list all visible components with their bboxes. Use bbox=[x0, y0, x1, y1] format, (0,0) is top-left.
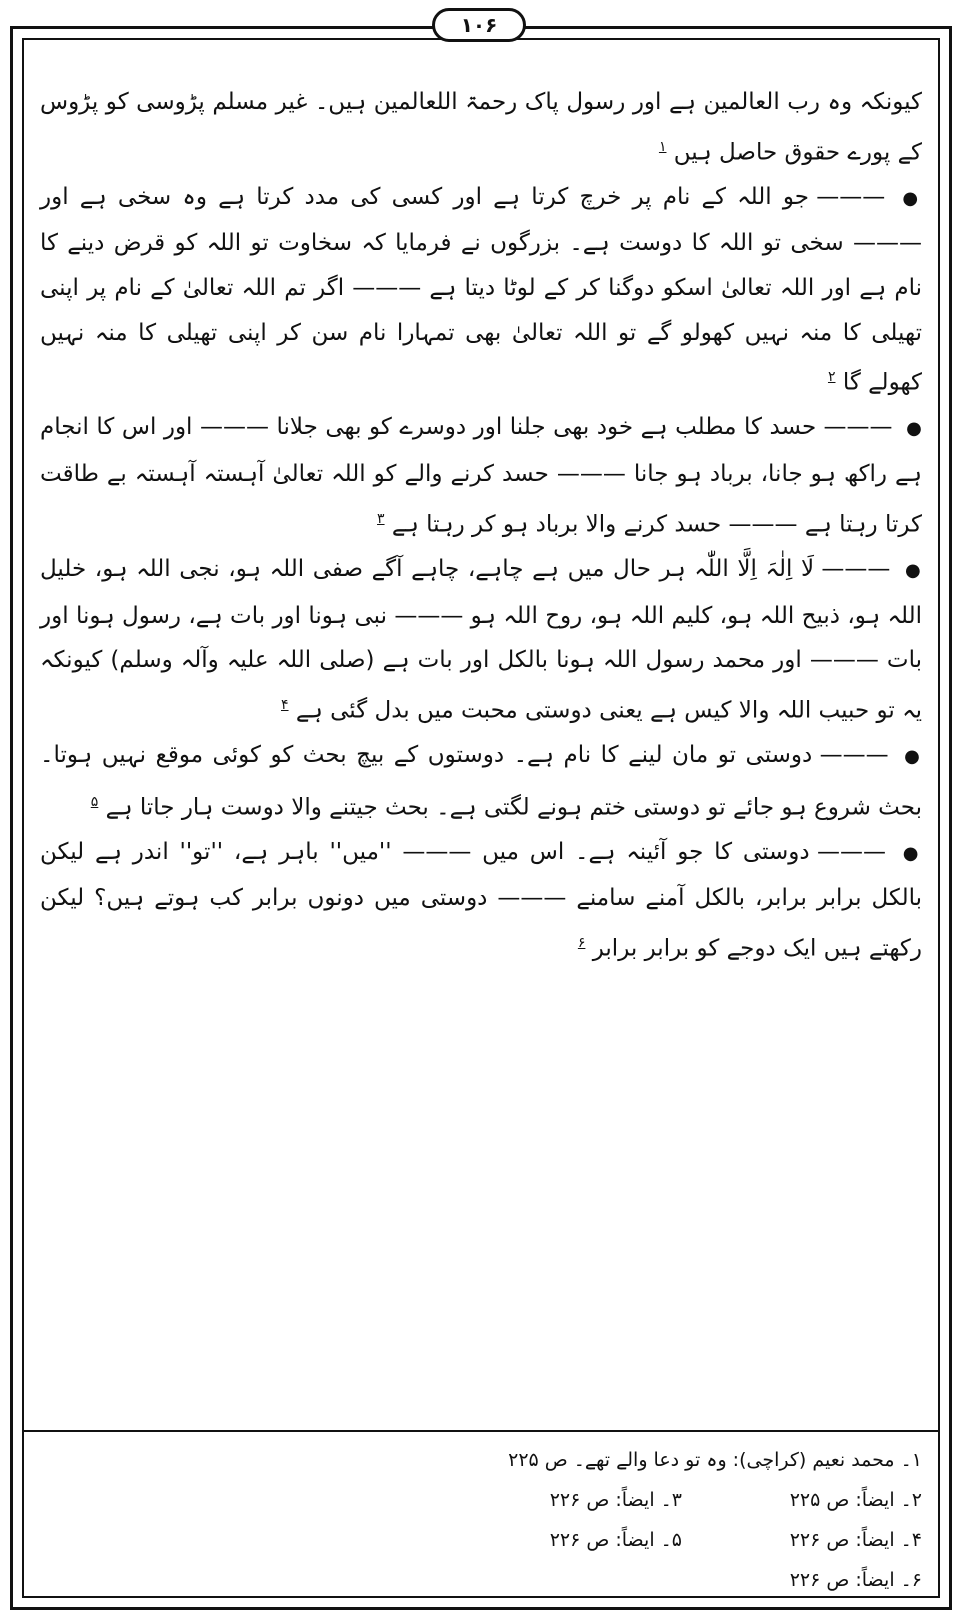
paragraph bbox=[40, 405, 922, 546]
paragraph-text: ——— دوستی تو مان لینے کا نام ہے۔ دوستوں کے بیچ بحث کو کوئی موقع نہیں ہوتا۔ بحث شروع ہو جائے تو دوستی ختم ہونے لگتی ہے۔ بحث جیتنے والا دوست ہار جاتا ہے bbox=[40, 741, 922, 821]
footnote-ref: ۲ bbox=[827, 369, 836, 386]
footnotes bbox=[40, 1440, 922, 1600]
paragraph-text: ——— حسد کا مطلب ہے خود بھی جلنا اور دوسرے کو بھی جلانا ——— اور اس کا انجام ہے راکھ ہو جانا، برباد ہو جانا ——— حسد کرنے والے کو اللہ تعالیٰ آہستہ آہستہ بے طاقت کرتا رہتا ہے ——— حسد کرنے والا برباد ہو کر رہتا ہے bbox=[40, 414, 922, 538]
bullet-icon: ● bbox=[904, 745, 922, 767]
footnote-ref: ۵ bbox=[90, 793, 99, 810]
footnote-row bbox=[40, 1480, 922, 1520]
footnote-row bbox=[40, 1560, 922, 1600]
footnote-5: ۵۔ ایضاً: ص ۲۲۶ bbox=[549, 1529, 682, 1551]
footnote-3: ۳۔ ایضاً: ص ۲۲۶ bbox=[549, 1489, 682, 1511]
bullet-icon: ● bbox=[905, 559, 922, 581]
bullet-icon: ● bbox=[906, 418, 922, 440]
footnote-ref: ۶ bbox=[577, 934, 586, 951]
footnote-4: ۴۔ ایضاً: ص ۲۲۶ bbox=[789, 1529, 922, 1551]
paragraph bbox=[40, 80, 922, 175]
footnote-ref: ۳ bbox=[377, 510, 385, 527]
footnote-ref: ۱ bbox=[658, 138, 667, 155]
paragraph bbox=[40, 175, 922, 406]
footnote-1: ۱۔ محمد نعیم (کراچی): وہ تو دعا والے تھے۔ ص ۲۲۵ bbox=[508, 1449, 922, 1471]
footnote-row bbox=[40, 1440, 922, 1480]
paragraph bbox=[40, 547, 922, 733]
paragraph bbox=[40, 733, 922, 830]
paragraph-text: کیونکہ وہ رب العالمین ہے اور رسول پاک رحمۃ اللعالمین ہیں۔ غیر مسلم پڑوسی کو پڑوس کے پورے حقوق حاصل ہیں bbox=[40, 89, 922, 166]
footnote-6: ۶۔ ایضاً: ص ۲۲۶ bbox=[789, 1569, 922, 1591]
footnote-row bbox=[40, 1520, 922, 1560]
paragraph-text: ——— جو اللہ کے نام پر خرچ کرتا ہے اور کسی کی مدد کرتا ہے وہ سخی ہے اور ——— سخی تو اللہ کا دوست ہے۔ بزرگوں نے فرمایا کہ سخاوت تو اللہ کو قرض دینے کا نام ہے اور اللہ تعالیٰ اسکو دوگنا کر کے لوٹا دیتا ہے ——— اگر تم اللہ تعالیٰ کے نام پر اپنی تھیلی کا منہ نہیں کھولو گے تو اللہ تعالیٰ بھی تمہارا نام سن کر اپنی تھیلی کا منہ نہیں کھولے گا bbox=[40, 183, 922, 396]
page-number: ۱۰۶ bbox=[432, 8, 526, 42]
footnote-divider bbox=[22, 1430, 940, 1432]
footnote-2: ۲۔ ایضاً: ص ۲۲۵ bbox=[789, 1489, 922, 1511]
footnote-ref: ۴ bbox=[281, 696, 289, 713]
paragraph-text: ——— دوستی کا جو آئینہ ہے۔ اس میں ——— ''میں'' باہر ہے، ''تو'' اندر ہے لیکن بالکل برابر برابر، بالکل آمنے سامنے ——— دوستی میں دونوں برابر کب ہوتے ہیں؟ لیکن رکھتے ہیں ایک دوجے کو برابر برابر bbox=[40, 838, 922, 962]
paragraph-text: ——— لَا اِلٰہَ اِلَّا اللّٰہ ہر حال میں ہے چاہے، چاہے آگے صفی اللہ ہو، نجی اللہ ہو، خلیل اللہ ہو، ذبیح اللہ ہو، کلیم اللہ ہو، روح اللہ ہو ——— نبی ہونا اور بات ہے، رسول ہونا اور بات ——— اور محمد رسول اللہ ہونا بالکل اور بات ہے (صلی اللہ علیہ وآلہ وسلم) کیونکہ یہ تو حبیب اللہ والا کیس ہے یعنی دوستی محبت میں بدل گئی ہے bbox=[40, 555, 922, 724]
bullet-icon: ● bbox=[902, 187, 922, 209]
paragraph bbox=[40, 830, 922, 971]
main-text bbox=[40, 80, 922, 971]
bullet-icon: ● bbox=[902, 842, 923, 864]
